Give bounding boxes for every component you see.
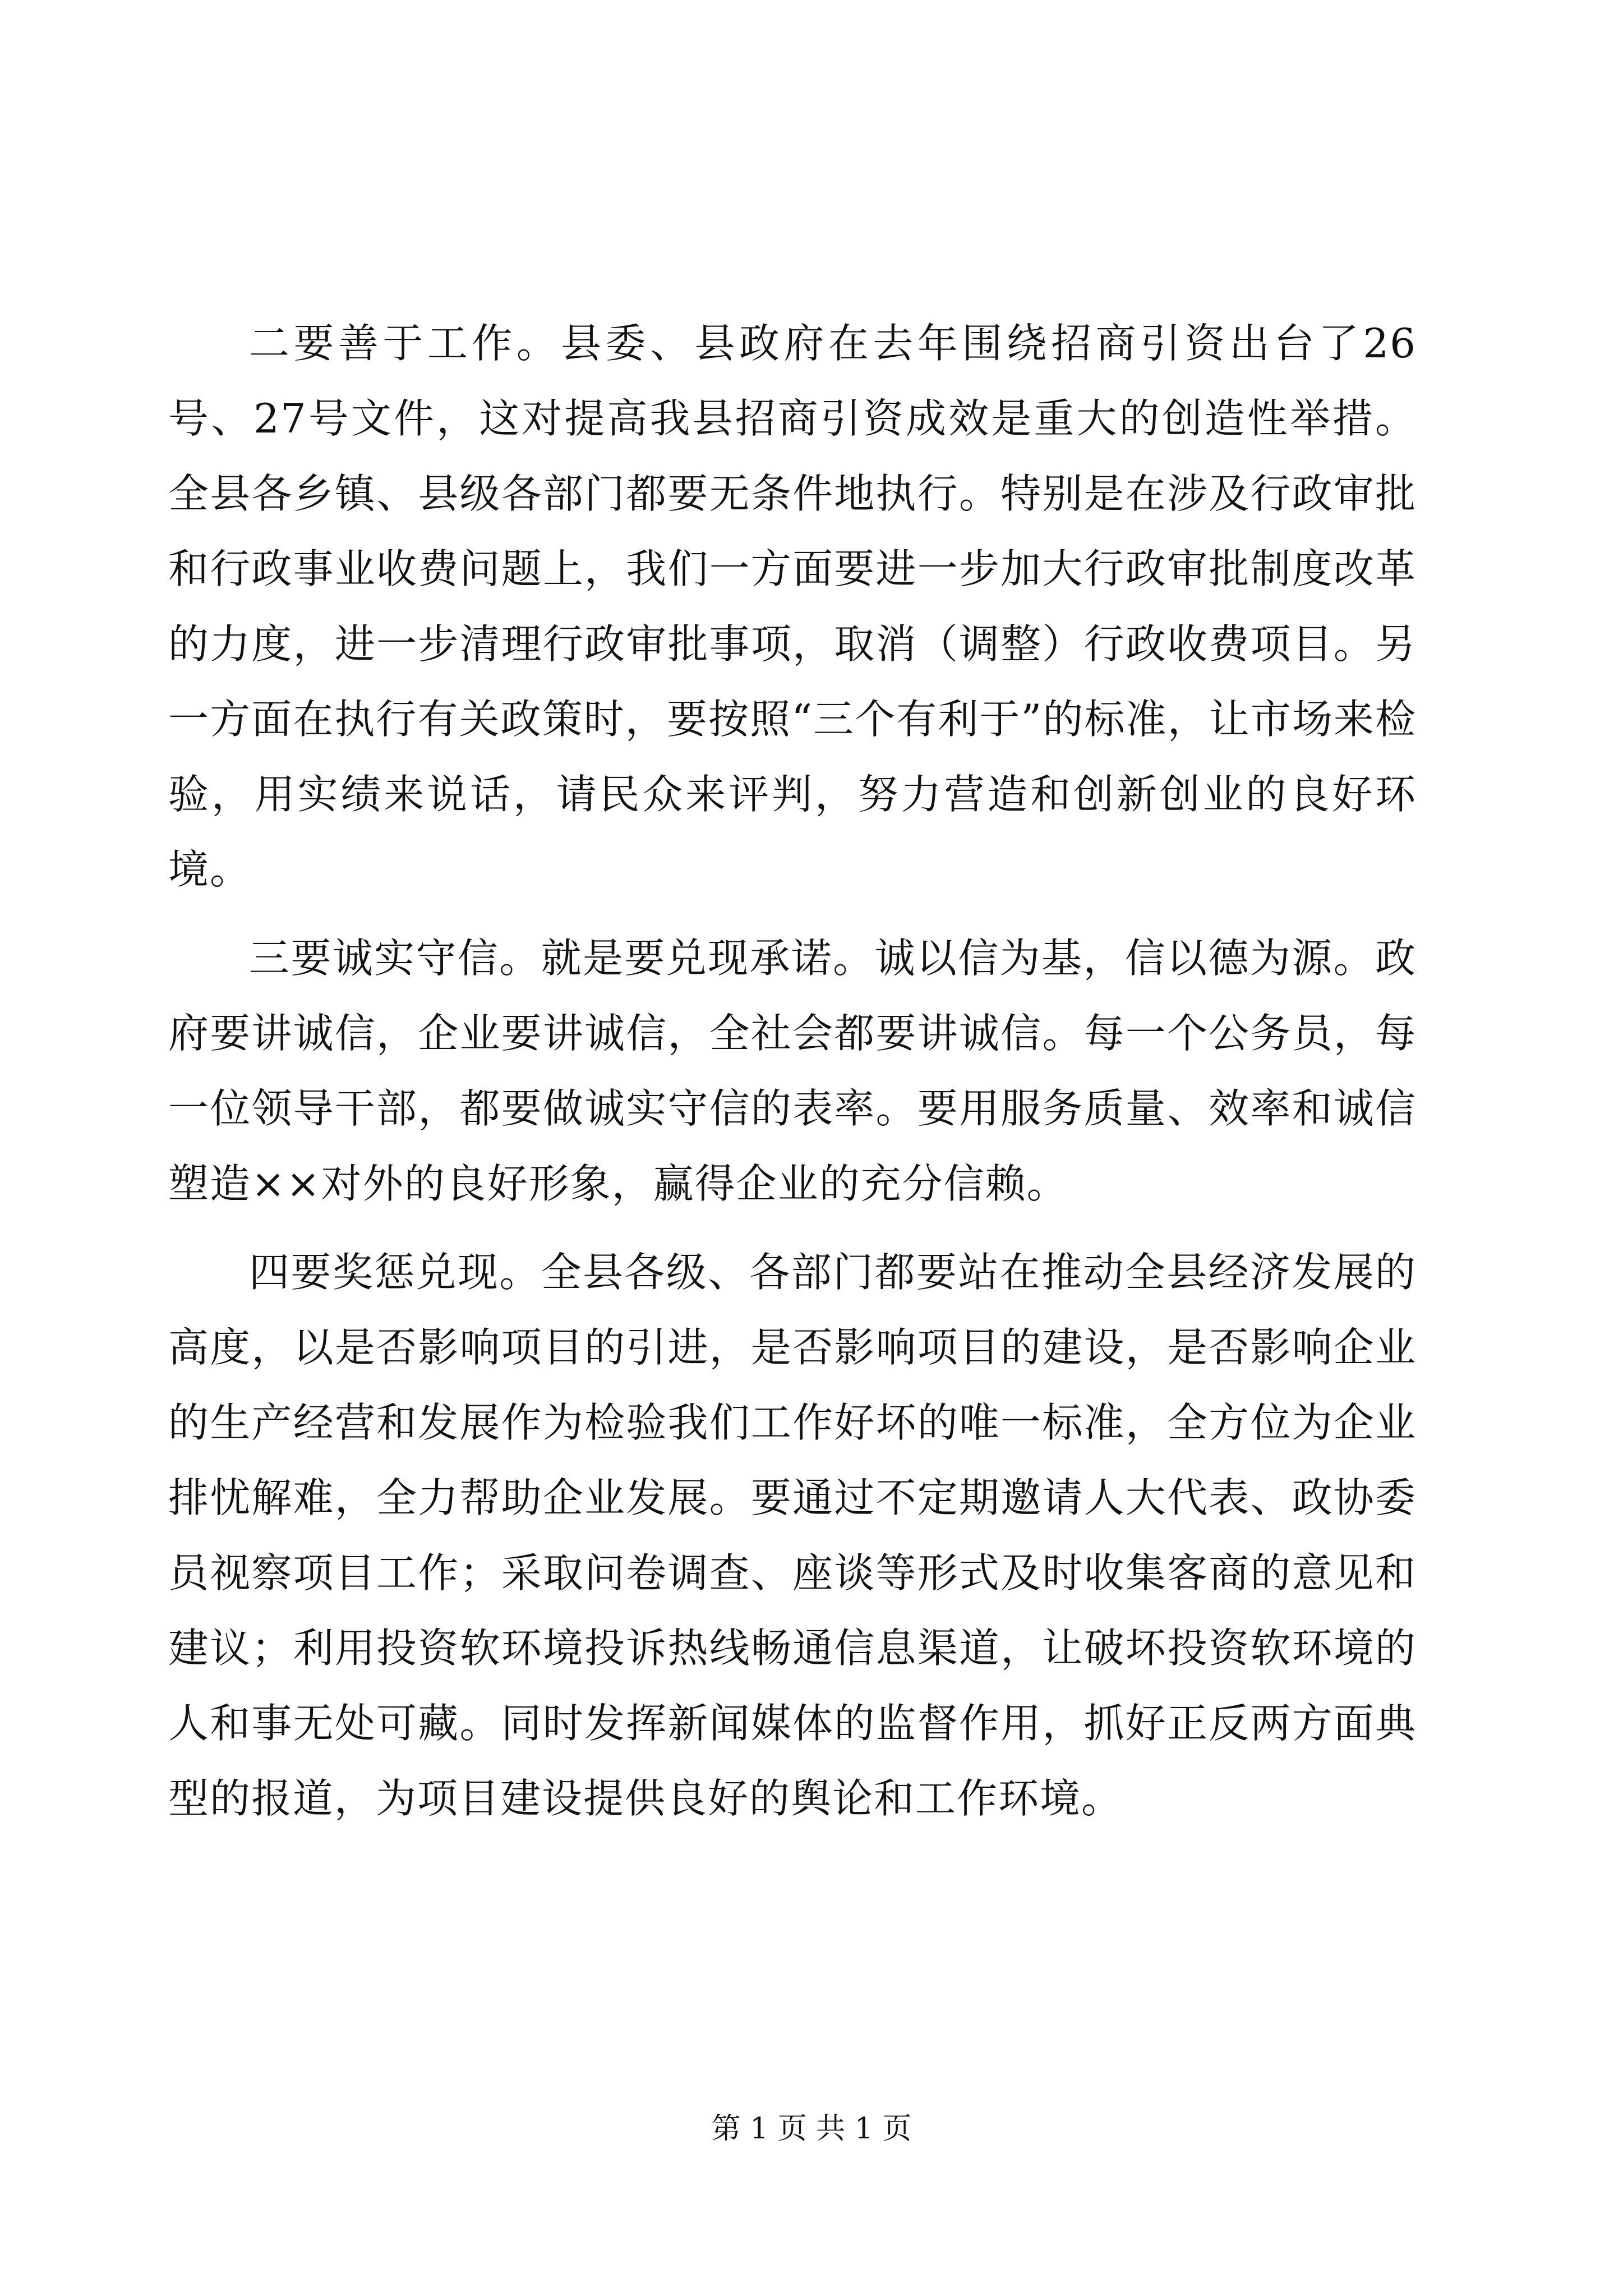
page-footer: 第 1 页 共 1 页 [711, 2112, 912, 2146]
paragraph-2: 二要善于工作。县委、县政府在去年围绕招商引资出台了26号、27号文件，这对提高我县招商引资成效是重大的创造性举措。全县各乡镇、县级各部门都要无条件地执行。特别是在涉及行政审批和行政事业收费问题上，我们一方面要进一步加大行政审批制度改革的力度，进一步清理行政审批事项，取消（调整）行政收费项目。另一方面在执行有关政策时，要按照“三个有利于”的标准，让市场来检验，用实绩来说话，请民众来评判，努力营造和创新创业的良好环境。 [168, 320, 1417, 893]
paragraph-4: 四要奖惩兑现。全县各级、各部门都要站在推动全县经济发展的高度，以是否影响项目的引进，是否影响项目的建设，是否影响企业的生产经营和发展作为检验我们工作好坏的唯一标准，全方位为企业排忧解难，全力帮助企业发展。要通过不定期邀请人大代表、政协委员视察项目工作；采取问卷调查、座谈等形式及时收集客商的意见和建议；利用投资软环境投诉热线畅通信息渠道，让破坏投资软环境的人和事无处可藏。同时发挥新闻媒体的监督作用，抓好正反两方面典型的报道，为项目建设提供良好的舆论和工作环境。 [168, 1249, 1417, 1822]
document-body [168, 306, 1417, 1849]
paragraph-3: 三要诚实守信。就是要兑现承诺。诚以信为基，信以德为源。政府要讲诚信，企业要讲诚信，全社会都要讲诚信。每一个公务员，每一位领导干部，都要做诚实守信的表率。要用服务质量、效率和诚信塑造××对外的良好形象，赢得企业的充分信赖。 [168, 935, 1417, 1207]
